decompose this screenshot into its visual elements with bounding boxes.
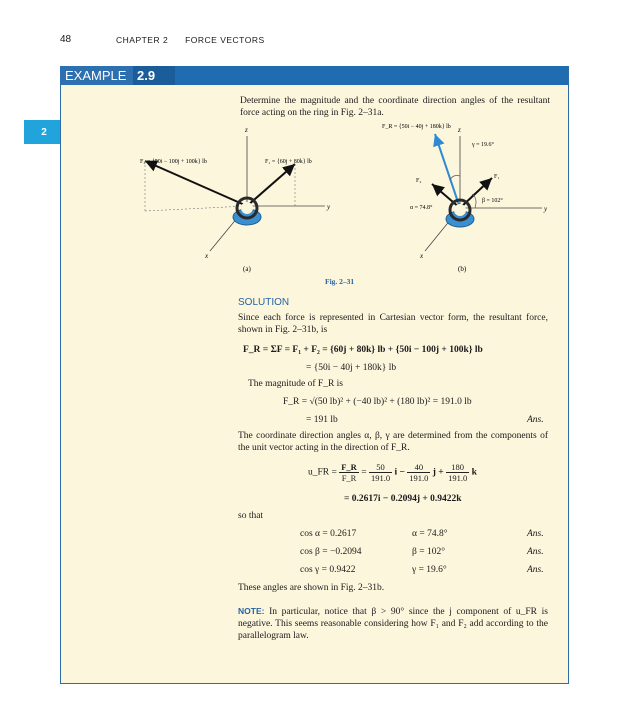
answer-beta: Ans.: [527, 547, 544, 557]
unit-vector-lhs: u_FR =: [308, 467, 337, 478]
axis-y-label-b: y: [544, 205, 548, 213]
unit-vector-frac: $\frac{F\_R}{F\_R}$: [341, 462, 357, 483]
axis-y-label-a: y: [327, 203, 331, 211]
f1-label-a: F₁ = {60j + 80k} lb: [265, 159, 312, 165]
fr-label-b: F_R = {50i − 40j + 180k} lb: [382, 124, 451, 130]
f2-arrow-a: [145, 161, 247, 206]
axis-z-label-b: z: [458, 126, 461, 134]
beta-value: β = 102°: [412, 547, 445, 557]
example-label: EXAMPLE: [60, 66, 135, 85]
resultant-value: = {50i − 40j + 180k} lb: [306, 363, 397, 373]
cos-alpha: cos α = 0.2617: [300, 529, 357, 539]
solution-intro: Since each force is represented in Cartesian vector form, the resultant force, shown in Fig. 2–31b, is: [238, 313, 548, 335]
cos-gamma: cos γ = 0.9422: [300, 565, 356, 575]
unit-vector-equation: u_FR = $\frac{F\_R}{F\_R}$ = $\frac{50}{191.0}$ i − $\frac{40}{191.0}$ j + $\frac{180}{191.0}$ k: [308, 462, 477, 483]
gamma-label-b: γ = 19.6°: [472, 142, 494, 148]
alpha-value: α = 74.8°: [412, 529, 448, 539]
answer-alpha: Ans.: [527, 529, 544, 539]
f1-label-b: F₁: [494, 174, 500, 180]
figure-2-31: [120, 116, 560, 286]
cos-beta: cos β = −0.2094: [300, 547, 362, 557]
axis-x-label-a: x: [205, 252, 209, 260]
beta-label-b: β = 102°: [482, 198, 503, 204]
axis-x-label-b: x: [420, 252, 424, 260]
f2-label-a: F₂ = {50i − 100j + 100k} lb: [140, 159, 207, 165]
running-head: [116, 35, 279, 45]
note-paragraph: [238, 605, 548, 642]
chapter-tab: 2: [24, 120, 64, 144]
gamma-value: γ = 19.6°: [412, 565, 447, 575]
example-banner: [60, 66, 568, 85]
chapter-label: CHAPTER 2: [116, 35, 169, 45]
alpha-label-b: α = 74.8°: [410, 205, 433, 211]
page-number: 48: [60, 34, 72, 45]
direction-intro: The coordinate direction angles α, β, γ are determined from the components of the unit vector acting in the direction of F_R.: [238, 431, 548, 453]
magnitude-value: = 191 lb: [306, 415, 338, 425]
fig-a-label: (a): [243, 265, 251, 273]
figure-b: [382, 124, 548, 273]
solution-heading: SOLUTION: [238, 297, 290, 308]
note-label: NOTE:: [238, 606, 265, 616]
magnitude-equation: F_R = √(50 lb)² + (−40 lb)² + (180 lb)² = 191.0 lb: [283, 397, 472, 407]
fig-b-label: (b): [458, 265, 467, 273]
angles-shown: These angles are shown in Fig. 2–31b.: [238, 583, 385, 593]
example-number: 2.9: [133, 66, 175, 85]
so-that: so that: [238, 511, 264, 521]
resultant-equation: F_R = ΣF = F₁ + F₂ = {60j + 80k} lb + {50i − 100j + 100k} lb: [243, 345, 483, 355]
answer-gamma: Ans.: [527, 565, 544, 575]
chapter-title: FORCE VECTORS: [185, 35, 265, 45]
unit-vector-result: = 0.2617i − 0.2094j + 0.9422k: [344, 494, 462, 504]
figure-caption: Fig. 2–31: [325, 277, 355, 286]
figure-a: [140, 126, 331, 273]
magnitude-intro: The magnitude of F_R is: [248, 379, 343, 389]
problem-statement: Determine the magnitude and the coordinate direction angles of the resultant force acting on the ring in Fig. 2–31a.: [240, 96, 550, 118]
f2-label-b: F₂: [416, 178, 422, 184]
note-text: In particular, notice that β > 90° since the j component of u_FR is negative. This seems reasonable considering how F₁ and F₂ add according to the parallelogram law.: [238, 607, 548, 641]
axis-z-label-a: z: [245, 126, 248, 134]
answer-magnitude: Ans.: [527, 415, 544, 425]
